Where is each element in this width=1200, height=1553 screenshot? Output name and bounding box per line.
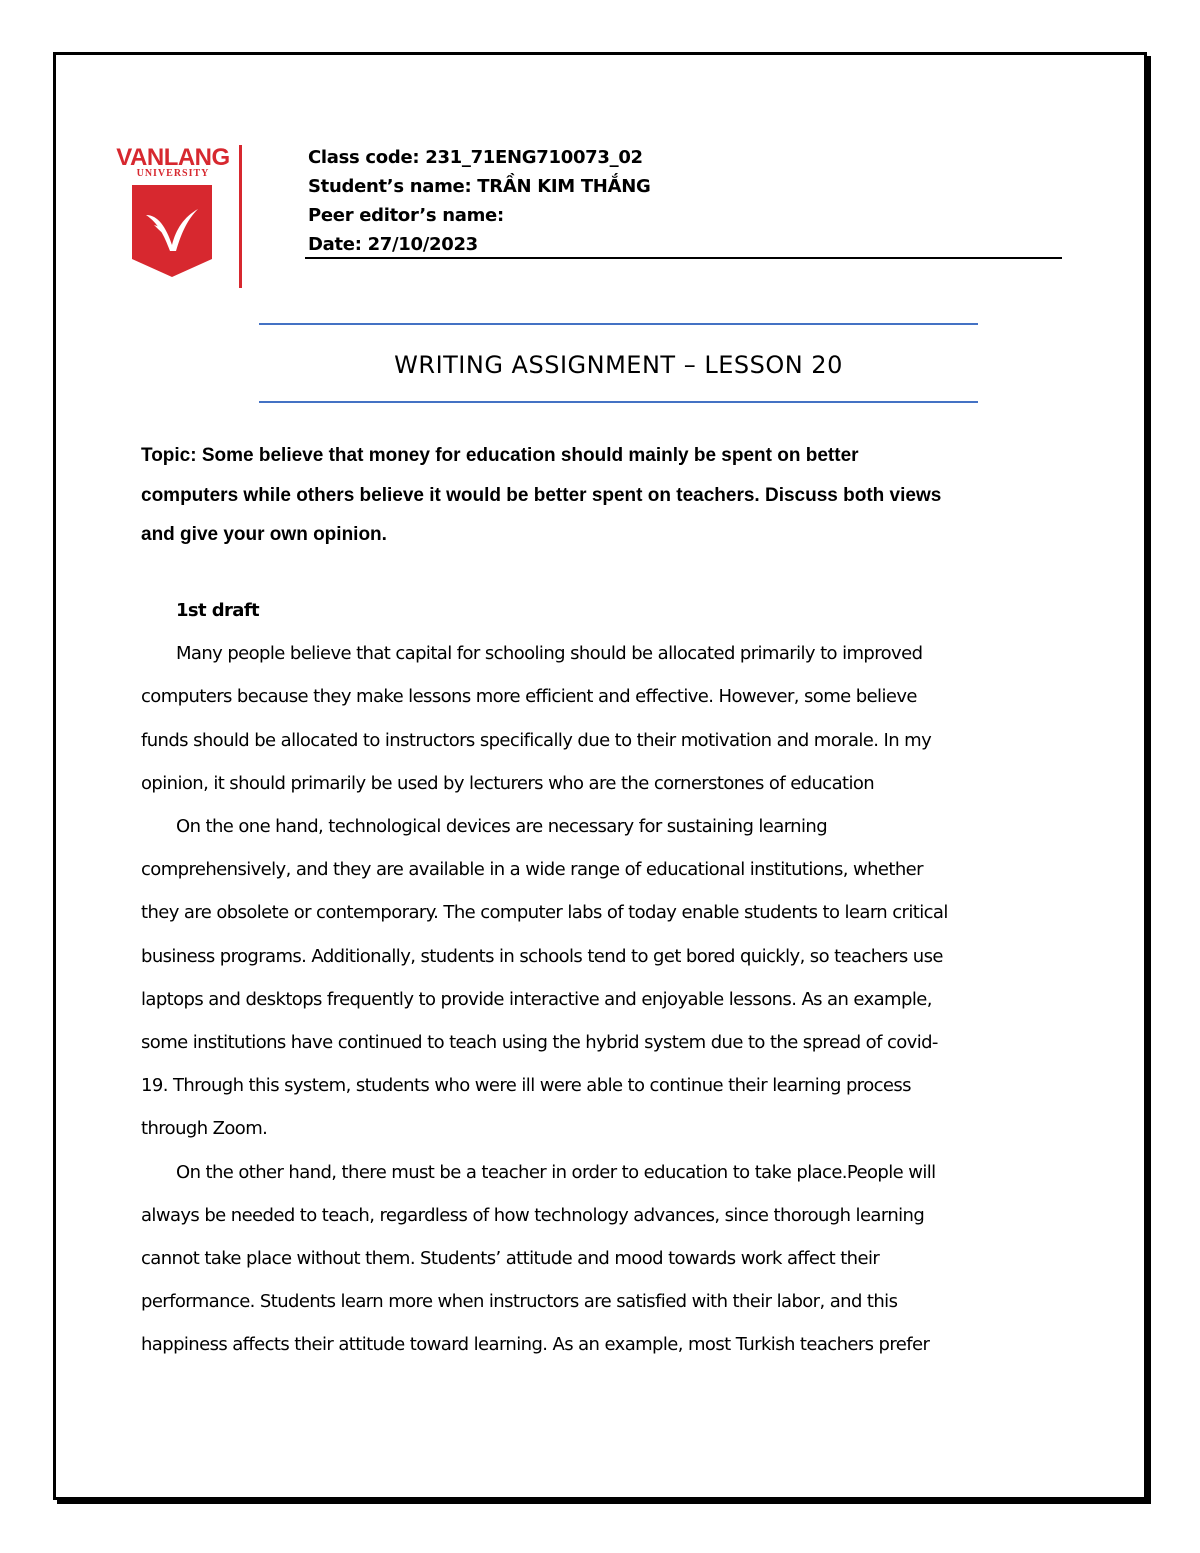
paragraph-line: through Zoom. — [141, 1118, 268, 1140]
header-divider — [305, 257, 1062, 259]
paragraph-line: On the one hand, technological devices are necessary for sustaining learning — [176, 816, 828, 838]
essay-paragraph-body-1 — [141, 805, 1071, 1151]
university-logo — [110, 145, 245, 290]
assignment-header — [308, 143, 908, 259]
paragraph-line: some institutions have continued to teach using the hybrid system due to the spread of covid- — [141, 1032, 938, 1054]
title-rule-top — [259, 323, 978, 325]
topic-line: and give your own opinion. — [141, 524, 387, 545]
essay-paragraph-body-2 — [141, 1151, 1071, 1367]
essay-body — [141, 589, 1071, 1367]
logo-wordmark: VANLANG — [116, 144, 230, 171]
paragraph-line: On the other hand, there must be a teacher in order to education to take place.People will — [176, 1161, 936, 1183]
assignment-date: Date: 27/10/2023 — [308, 234, 478, 255]
topic-statement — [141, 436, 1071, 555]
paragraph-line: computers because they make lessons more efficient and effective. However, some believe — [141, 686, 917, 708]
paragraph-line: they are obsolete or contemporary. The computer labs of today enable students to learn critical — [141, 902, 948, 924]
title-rule-bottom — [259, 401, 978, 403]
logo-divider — [239, 145, 242, 288]
paragraph-line: business programs. Additionally, students in schools tend to get bored quickly, so teachers use — [141, 945, 943, 967]
class-code: Class code: 231_71ENG710073_02 — [308, 147, 643, 168]
paragraph-line: laptops and desktops frequently to provide interactive and enjoyable lessons. As an example, — [141, 988, 932, 1010]
paragraph-line: always be needed to teach, regardless of how technology advances, since thorough learning — [141, 1204, 925, 1226]
paragraph-line: Many people believe that capital for schooling should be allocated primarily to improved — [176, 643, 923, 665]
paragraph-line: opinion, it should primarily be used by lecturers who are the cornerstones of education — [141, 772, 875, 794]
essay-paragraph-intro — [141, 632, 1071, 805]
paragraph-line: performance. Students learn more when instructors are satisfied with their labor, and this — [141, 1291, 898, 1313]
paragraph-line: 19. Through this system, students who were ill were able to continue their learning process — [141, 1075, 911, 1097]
page-title: WRITING ASSIGNMENT – LESSON 20 — [394, 351, 843, 379]
shield-logo-icon — [132, 185, 212, 277]
paragraph-line: funds should be allocated to instructors specifically due to their motivation and morale. In my — [141, 729, 932, 751]
paragraph-line: cannot take place without them. Students’ attitude and mood towards work affect their — [141, 1248, 880, 1270]
draft-label: 1st draft — [176, 600, 260, 621]
paragraph-line: comprehensively, and they are available in a wide range of educational institutions, whether — [141, 859, 923, 881]
topic-line: computers while others believe it would be better spent on teachers. Discuss both views — [141, 484, 942, 506]
topic-line: Topic: Some believe that money for education should mainly be spent on better — [141, 445, 859, 466]
peer-editor-name: Peer editor’s name: — [308, 205, 504, 226]
logo-subtitle: UNIVERSITY — [136, 168, 210, 179]
student-name: Student’s name: TRẦN KIM THẮNG — [308, 176, 651, 197]
paragraph-line: happiness affects their attitude toward learning. As an example, most Turkish teachers prefer — [141, 1334, 930, 1356]
